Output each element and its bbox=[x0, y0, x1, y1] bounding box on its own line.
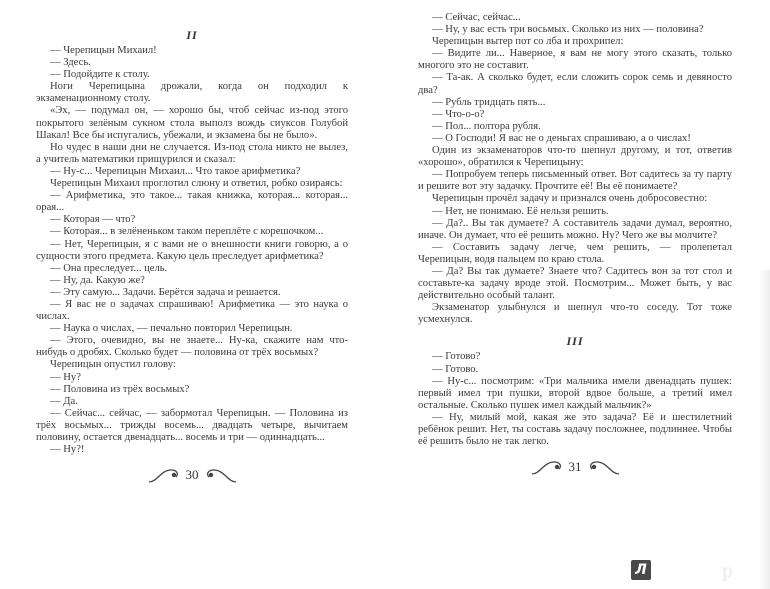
paragraph: — Здесь. bbox=[50, 57, 91, 69]
paragraph: — О Господи! Я вас не о деньгах спрашиваю, а о числах! bbox=[432, 132, 691, 144]
left-page-text bbox=[36, 45, 348, 456]
paragraph: Черепицын прочёл задачу и признался очень добросовестно: bbox=[432, 193, 708, 205]
labirint-logo-icon: Л bbox=[631, 560, 651, 580]
paragraph: — Сейчас... сейчас, — забормотал Черепицын. — Половина из трёх восьмых... трижды восемь... двадцать четыре, вычитаем половину, остается двенадцать... восемь и три — одиннадцать... bbox=[36, 407, 348, 443]
paragraph: — Которая — что? bbox=[50, 214, 136, 226]
paragraph: — Сейчас, сейчас... bbox=[432, 12, 521, 23]
flourish-right-icon bbox=[202, 466, 238, 484]
paragraph: Один из экзаменаторов что-то шепнул другому, и тот, ответив «хорошо», обратился к Черепицыну: bbox=[418, 145, 732, 169]
paragraph: — Я вас не о задачах спрашиваю! Арифметика — это наука о числах. bbox=[36, 298, 348, 323]
paragraph: — Ну?! bbox=[50, 444, 85, 456]
paragraph: — Да?.. Вы так думаете? А составитель задачи думал, вероятно, иначе. Он думает, что её решить можно. Ну? Чего же вы молчите? bbox=[418, 217, 732, 241]
paragraph: — Нет, не понимаю. Её нельзя решить. bbox=[432, 205, 609, 217]
paragraph: — Ну? bbox=[50, 371, 81, 383]
watermark-text: р bbox=[722, 560, 734, 582]
paragraph: — Черепицын Михаил! bbox=[50, 45, 157, 56]
paragraph: — Ну-с... посмотрим: «Три мальчика имели двенадцать пушек: первый имел три пушки, второй вдвое больше, а третий имел остальные. Сколько пушек имел каждый мальчик?» bbox=[418, 375, 732, 411]
chapter-heading: III bbox=[566, 334, 584, 349]
page-edge-shadow bbox=[758, 270, 770, 589]
paragraph: — Рубль тридцать пять... bbox=[432, 96, 546, 108]
paragraph: — Этого, очевидно, вы не знаете... Ну-ка, скажите нам что-нибудь о дробях. Сколько будет — половина от трёх восьмых? bbox=[36, 335, 348, 359]
paragraph: — Попробуем теперь письменный ответ. Вот садитесь за ту парту и решите вот эту задачку. Прочтите её! Вы её понимаете? bbox=[418, 169, 732, 193]
paragraph: — Арифметика, это такое... такая книжка, которая... которая... орая... bbox=[36, 190, 348, 214]
paragraph: — Готово? bbox=[432, 351, 481, 363]
paragraph: Ноги Черепицына дрожали, когда он подходил к экзаменационному столу. bbox=[36, 81, 348, 105]
paragraph: — Ну, милый мой, какая же это задача? Её и шестилетний ребёнок решит. Нет, ты составь задачу посложнее, подлиннее. Чтобы её решить было не так легко. bbox=[418, 411, 732, 448]
right-page-text-2 bbox=[418, 351, 732, 448]
paragraph: — Составить задачу легче, чем решить, — пролепетал Черепицын, водя пальцем по краю стола. bbox=[418, 241, 732, 265]
paragraph: Но чудес в наши дни не случается. Из-под стола никто не вылез, а учитель математики прищурился и сказал: bbox=[36, 141, 348, 165]
paragraph: — Готово. bbox=[432, 363, 479, 375]
paragraph: — Подойдите к столу. bbox=[50, 69, 150, 81]
paragraph: — Ну, у вас есть три восьмых. Сколько из них — половина? bbox=[432, 24, 704, 36]
paragraph: Черепицын опустил голову: bbox=[50, 359, 176, 371]
paragraph: Черепицын Михаил проглотил слюну и ответил, робко озираясь: bbox=[50, 178, 343, 190]
flourish-left-icon bbox=[530, 458, 566, 476]
paragraph: — Видите ли... Наверное, я вам не могу этого сказать, только многого это не составит. bbox=[418, 48, 732, 72]
paragraph: Черепицын вытер пот со лба и прохрипел: bbox=[432, 36, 624, 48]
paragraph: — Нет, Черепицын, я с вами не о внешности книги говорю, а о сущности этого предмета. Какую цель преследует арифметика? bbox=[36, 238, 348, 262]
right-page-text bbox=[418, 12, 732, 326]
chapter-heading: II bbox=[186, 28, 198, 42]
paragraph: — Половина из трёх восьмых? bbox=[50, 383, 190, 395]
paragraph: — Она преследует... цель. bbox=[50, 262, 168, 274]
page-number: 31 bbox=[568, 459, 582, 475]
paragraph: — Ну-с... Черепицын Михаил... Что такое арифметика? bbox=[50, 165, 301, 177]
paragraph: — Что-о-о? bbox=[432, 108, 485, 120]
page-footer bbox=[36, 466, 348, 484]
paragraph: — Которая... в зелёненьком таком переплёте с корешочком... bbox=[50, 226, 324, 238]
paragraph: — Та-ак. А сколько будет, если сложить сорок семь и девяносто два? bbox=[418, 72, 732, 96]
page-footer bbox=[418, 458, 732, 476]
paragraph: — Ну, да. Какую же? bbox=[50, 274, 145, 286]
paragraph: — Пол... полтора рубля. bbox=[432, 120, 541, 132]
paragraph: «Эх, — подумал он, — хорошо бы, чтоб сейчас из-под этого покрытого зелёным сукном стола выполз вождь сиуксов Голубой Шакал! Все бы испугались, убежали, и экзамена бы не было». bbox=[36, 105, 348, 141]
paragraph: — Эту самую... Задачи. Берётся задача и решается. bbox=[50, 286, 281, 298]
paragraph: — Наука о числах, — печально повторил Черепицын. bbox=[50, 323, 293, 335]
flourish-right-icon bbox=[585, 458, 621, 476]
page-number: 30 bbox=[185, 467, 199, 483]
paragraph: Экзаменатор улыбнулся и шепнул что-то соседу. Тот тоже усмехнулся. bbox=[418, 302, 732, 326]
flourish-left-icon bbox=[147, 466, 183, 484]
right-page bbox=[418, 12, 732, 476]
left-page bbox=[36, 28, 348, 484]
paragraph: — Да. bbox=[50, 395, 78, 407]
paragraph: — Да? Вы так думаете? Знаете что? Садитесь вон за тот стол и составьте-ка задачу вроде этой. Посмотрим... Может быть, у вас действительно особый талант. bbox=[418, 265, 732, 302]
